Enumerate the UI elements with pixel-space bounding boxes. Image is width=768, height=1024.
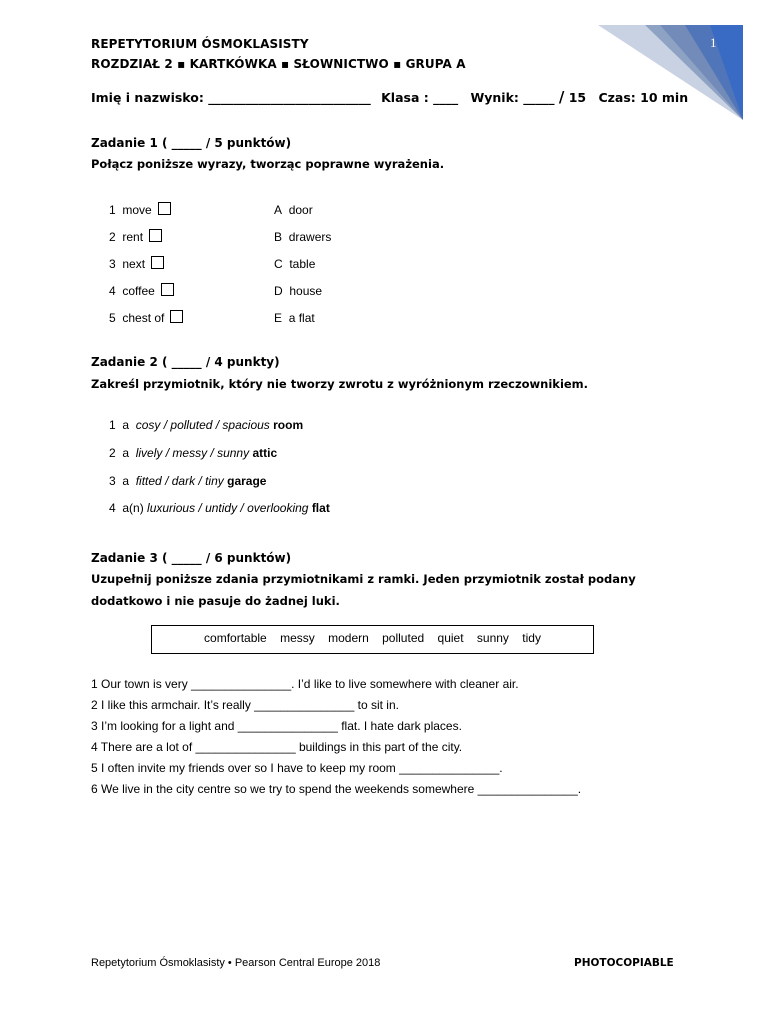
task1-left-item [109,256,164,271]
item-word: house [289,284,323,298]
item-article: a [122,446,130,460]
task3-title: Zadanie 3 ( _____ / 6 punktów) [91,551,292,565]
item-letter: D [274,284,283,298]
task1-right-item [274,311,315,325]
task1-left-item [109,283,174,298]
item-word: door [288,203,313,217]
task1-right-item [274,284,322,298]
corner-decoration [590,20,768,130]
item-word: a flat [288,311,315,325]
item-number: 4 [109,501,116,515]
item-noun: flat [311,501,330,515]
item-noun: room [273,418,304,432]
item-letter: A [274,203,283,217]
item-article: a [122,418,130,432]
word-box [151,625,594,654]
task3-sentence[interactable]: 3 I’m looking for a light and _______________ flat. I hate dark places. [91,719,462,733]
class-label: Klasa : [381,90,429,105]
item-options[interactable]: fitted / dark / tiny [135,474,224,488]
answer-checkbox[interactable] [161,283,174,296]
item-article: a [122,474,130,488]
item-number: 2 [109,446,116,460]
word-box-word: comfortable [204,631,267,645]
word-box-word: quiet [437,631,464,645]
item-options[interactable]: luxurious / untidy / overlooking [147,501,309,515]
task3-sentence[interactable]: 1 Our town is very _______________. I’d like to live somewhere with cleaner air. [91,677,519,691]
item-word: move [122,203,152,217]
name-blank[interactable]: __________________________ [208,90,371,105]
task1-title: Zadanie 1 ( _____ / 5 punktów) [91,136,292,150]
answer-checkbox[interactable] [149,229,162,242]
student-info-line [91,88,688,106]
score-blank[interactable]: _____ [523,90,555,105]
task1-left-item [109,229,162,244]
task1-right-item [274,203,313,217]
item-number: 3 [109,257,116,271]
word-box-word: modern [328,631,369,645]
page-number: 1 [710,35,717,50]
worksheet-title: REPETYTORIUM ÓSMOKLASISTY [91,37,309,51]
score-label: Wynik: [470,90,519,105]
footer-publisher: Repetytorium Ósmoklasisty • Pearson Central Europe 2018 [91,957,381,969]
item-number: 1 [109,418,116,432]
task2-item [109,501,330,515]
item-word: rent [122,230,144,244]
item-letter: E [274,311,283,325]
task3-sentence[interactable]: 6 We live in the city centre so we try to spend the weekends somewhere _______________. [91,782,582,796]
answer-checkbox[interactable] [158,202,171,215]
worksheet-subtitle: ROZDZIAŁ 2 ▪ KARTKÓWKA ▪ SŁOWNICTWO ▪ GRUPA A [91,57,466,71]
word-box-words [152,631,593,645]
task1-right-item [274,230,331,244]
answer-checkbox[interactable] [170,310,183,323]
footer-photocopiable: PHOTOCOPIABLE [574,957,674,969]
class-blank[interactable]: ____ [433,90,459,105]
item-options[interactable]: cosy / polluted / spacious [135,418,270,432]
score-slash: / [558,88,565,106]
item-word: table [289,257,316,271]
time-limit: Czas: 10 min [598,90,689,105]
item-number: 4 [109,284,116,298]
word-box-word: messy [280,631,315,645]
answer-checkbox[interactable] [151,256,164,269]
task3-sentence[interactable]: 5 I often invite my friends over so I have to keep my room _______________. [91,761,503,775]
task1-instruction: Połącz poniższe wyrazy, tworząc poprawne wyrażenia. [91,157,445,171]
name-label: Imię i nazwisko: [91,90,204,105]
task3-sentence[interactable]: 4 There are a lot of _______________ buildings in this part of the city. [91,740,463,754]
item-word: next [122,257,146,271]
item-number: 1 [109,203,116,217]
item-number: 2 [109,230,116,244]
task3-instruction-line2: dodatkowo i nie pasuje do żadnej luki. [91,594,340,608]
task2-item [109,474,266,488]
item-word: coffee [122,284,155,298]
item-options[interactable]: lively / messy / sunny [135,446,250,460]
task2-instruction: Zakreśl przymiotnik, który nie tworzy zwrotu z wyróżnionym rzeczownikiem. [91,377,589,391]
task2-title: Zadanie 2 ( _____ / 4 punkty) [91,355,280,369]
word-box-word: tidy [522,631,541,645]
task1-left-item [109,310,183,325]
item-number: 3 [109,474,116,488]
task1-left-item [109,202,171,217]
task2-item [109,418,303,432]
item-article: a(n) [122,501,144,515]
item-number: 5 [109,311,116,325]
score-max: 15 [568,90,587,105]
word-box-word: polluted [382,631,425,645]
item-letter: C [274,257,283,271]
item-noun: attic [252,446,278,460]
word-box-word: sunny [476,631,509,645]
item-word: chest of [122,311,165,325]
task3-sentence[interactable]: 2 I like this armchair. It’s really _______________ to sit in. [91,698,399,712]
item-noun: garage [227,474,267,488]
item-letter: B [274,230,283,244]
task1-right-item [274,257,315,271]
task3-instruction-line1: Uzupełnij poniższe zdania przymiotnikami z ramki. Jeden przymiotnik został podany [91,572,636,586]
task2-item [109,446,277,460]
item-word: drawers [288,230,332,244]
